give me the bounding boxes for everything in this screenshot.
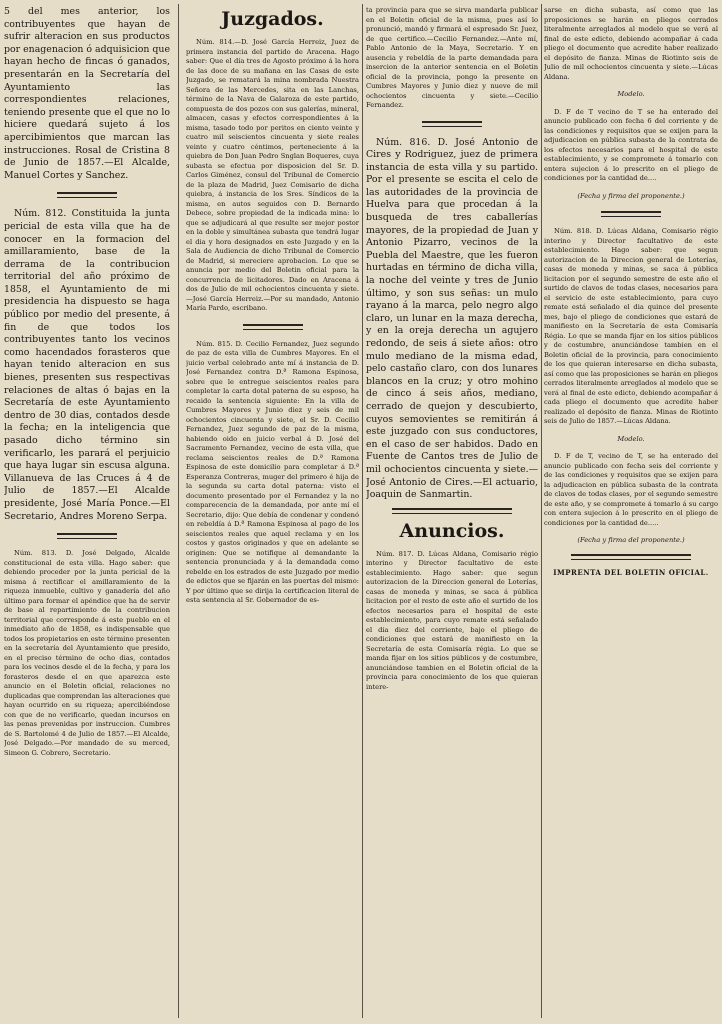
modelo-heading: Modelo. [617,434,645,443]
notice-815-continuation: ta provincia para que se sirva mandarla publicar en el Boletin oficial de la misma, pues así lo pronunció, mandó y firmará el espresado Sr. Juez, de que certifico.—Cecilio Fernandez.—Ante mí, Pablo Antonio de la Maya, Secretario. Y en ausencia y rebeldía de la parte demandada para insercion de la anterior sentencia en el Boletin oficial de la provincia, pongo la presente en Cumbres Mayores y Junio diez y nueve de mil ochocientos cincuenta y siete.—Cecilio Fernandez. [366,6,538,109]
separator [601,211,661,217]
column-3 [366,6,538,1018]
modelo-text: D. F de T, vecino de T, se ha enterado del anuncio publicado con fecha seis del corriente y de las condiciones y requisitos que se exijen para la adjudicacion en pública subasta de la contrata de clavos de todas clases, por el segundo semestre de este año, y se compromete á tomarlo á su cargo con entera sujecion á lo prescrito en el pliego de condiciones por la cantidad de..... [544,452,718,527]
notice-818: Núm. 818. D. Lúcas Aldana, Comisario régio interino y Director facultativo de este establecimiento. Hago saber: que segun autorizacion de la Direccion general de Loterías, casas de moneda y minas, se saca á pública licitacion por el segundo semestre de este año el surtido de clavos de todas clases, necesarios para el servicio de este establecimiento, para cuyo remate está señalado el dia quince del presente mes, bajo el pliego de condiciones que estará de manifiesto en la Secretaría de esta Comisaría Régia. Lo que se manda fijar en los sitios públicos y de costumbre, anunciándose tambien en el Boletin oficial de la provincia, para conocimiento de los que quieran interesarse en dicha subasta, así como que las proposiciones se harán en pliegos cerrados literalmente arreglados al modelo que se verá al final de este edicto, debiendo acompañar á cada pliego el documento que acredite haber realizado el depósito de fianza. Minas de Riotinto seis de Julio de 1857.—Lúcas Aldana. [544,227,718,425]
column-rule [362,4,363,1018]
notice-812: Núm. 812. Constituida la junta pericial de esta villa que ha de conocer en la formacion del amillaramiento, base de la derrama de la contribucion territorial del año próximo de 1858, el Ayuntamiento de mi presidencia ha dispuesto se haga público por medio del presente, á fin de que todos los contribuyentes tanto los vecinos como hacendados forasteros que hayan tenido alteracion en sus bienes, presenten sus respectivas relaciones de altas ó bajas en la Secretaría de este Ayuntamiento dentro de 30 dias, contados desde la fecha; en la inteligencia que pasado dicho término sin verificarlo, les parará el perjuicio que haya lugar sin escusa alguna. Villanueva de las Cruces á 4 de Julio de 1857.—El Alcalde presidente, José María Ponce.—El Secretario, Andres Moreno Serpa. [4,208,170,522]
separator [57,533,117,539]
notice-813: Núm. 813. D. José Delgado, Alcalde constitucional de esta villa. Hago saber: que debiendo proceder por la junta pericial de la misma á rectificar el amillaramiento de la riqueza inmueble, cultivo y ganadería del año último para formar el apéndice que ha de servir de base al repartimiento de la contribucion territorial que corresponde á este pueblo en el inmediato año de 1858, es indispensable que todos los propietarios en este término presenten en la secretaría del Ayuntamiento que presido, en el preciso término de ocho dias, contados para los vecinos desde el de la fecha, y para los forasteros desde el en que aparezca este anuncio en el Boletin oficial, relaciones no duplicadas que comprendan las alteraciones que hayan ocurrido en su riqueza; apercibiéndose con que de no verificarlo, quedan incursos en las penas prevenidas por instruccion. Cumbres de S. Bartolomé 4 de Julio de 1857.—El Alcalde, José Delgado.—Por mandado de su merced, Simeon G. Cobrero, Secretario. [4,549,170,757]
column-2 [186,6,359,1018]
printer-footer: IMPRENTA DEL BOLETIN OFICIAL. [553,567,709,577]
modelo-heading: Modelo. [617,90,645,98]
separator [571,554,691,560]
section-heading-juzgados: Juzgados. [221,8,324,30]
notice-continuation: 5 del mes anterior, los contribuyentes que hayan de sufrir alteracion en sus productos por enagenacion ó adquisicion que hayan hecho de fincas ó ganados, presentarán en la Secretaría del Ayuntamiento las correspondientes relaciones, teniendo presente que el que no lo hiciere quedará sujeto á los apercibimientos que marcan las instrucciones. Rosal de Cristina 8 de Junio de 1857.—El Alcalde, Manuel Cortes y Sanchez. [4,6,170,181]
column-4 [544,6,718,1018]
separator [57,192,117,198]
signature-line: (Fecha y firma del proponente.) [577,536,685,544]
separator [422,121,482,127]
notice-817-continuation: sarse en dicha subasta, así como que las proposiciones se harán en pliegos cerrados literalmente arreglados al modelo que se verá al final de este edicto, debiendo acompañar á cada pliego el documento que acredite haber realizado el depósito de fianza. Minas de Riotinto seis de Julio de mil ochocientos cincuenta y siete.—Lúcas Aldana. [544,6,718,81]
column-rule [541,4,542,1018]
notice-817: Núm. 817. D. Lúcas Aldana, Comisario régio interino y Director facultativo de este establecimiento. Hago saber: que segun autorizacion de la Direccion general de Loterías, casas de moneda y minas, se saca á pública licitacion por el resto de este año el surtido de los efectos necesarios para el hospital de este establecimiento, para cuyo remate está señalado el dia diez del corriente, bajo el pliego de condiciones que estará de manifiesto en la Secretaría de esta Comisaría régia. Lo que se manda fijar en los sitios públicos y de costumbre, anunciándose tambien en el Boletin oficial de la provincia para conocimiento de los que quieran intere- [366,549,538,691]
separator [392,508,512,514]
column-1 [4,6,170,1018]
column-rule [178,4,179,1018]
signature-line: (Fecha y firma del proponente.) [577,191,685,200]
modelo-text: D. F de T vecino de T se ha enterado del anuncio publicado con fecha 6 del corriente y de las condiciones y requisitos que se exijen para la adjudicacion en pública subasta de la contrata de los efectos necesarios para el hospital de este establecimiento, y se compromete á tomarlo con entera sujecion á lo prescrito en el pliego de condiciones por la cantidad de.... [544,107,718,182]
separator [243,324,303,330]
notice-816: Núm. 816. D. José Antonio de Cires y Rodriguez, juez de primera instancia de esta villa y su partido. Por el presente se escita el celo de las autoridades de la provincia de Huelva para que procedan á la busqueda de tres caballerías mayores, de la propiedad de Juan y Antonio Pizarro, vecinos de la Puebla del Maestre, que les fueron hurtadas en término de dicha villa, la noche del veinte y tres de Junio último, y son sus señas: un mulo rayano á la marca, pelo negro algo claro, un lunar en la maza derecha, y en la oreja derecha un agujero redondo, de seis á siete años: otro mulo mediano de la misma edad, pelo castaño claro, con dos lunares blancos en la cruz; y otro mohino de cinco á seis años, mediano, cerrado de quejon y descubierto, cuyos semovientes se remitirán á este juzgado con sus conductores, en el caso de ser habidos. Dado en Fuente de Cantos tres de Julio de mil ochocientos cincuenta y siete.—José Antonio de Cires.—El actuario, Joaquin de Sanmartin. [366,136,538,501]
section-heading-anuncios: Anuncios. [399,519,505,542]
notice-814: Núm. 814.—D. José García Herreiz, Juez de primera instancia del partido de Aracena. Hago saber: Que el día tres de Agosto próximo á la hora de las doce de su mañana en las Casas de este Juzgado, se rematará la mina nombrada Nuestra Señora de las Mercedes, sita en las Lanchas, término de la Nava de Galaroza de este partido, compuesta de dos pozos con sus galerías, mineral, almacen, casas y efectos correspondientes á la misma, tasado todo por peritos en ciento veinte y cuatro mil seiscientos cincuenta y siete reales veinte y cuatro céntimos, perteneciente á la quiebra de Don Juan Pedro Snglan Boqueres, cuya subasta se efectua por disposicion del Sr. D. Carlos Giménez, consul del Tribunal de Comercio de la plaza de Madrid, Juez Comisario de dicha quiebra, á instancia de los Sres. Síndicos de la misma, en autos seguidos con D. Bernardo Debece, sobre propiedad de la indicada mina: lo que se adjudicará al que resulte ser mejor postor en la doble y simultánea subasta que tendrá lugar el dia y hora designados en este Juzgado y en la Sala de Audiencia de dicho Tribunal de Comercio de Madrid, si mereciere aprobacion. Lo que se anuncia por medio del Boletin oficial para la concurrencia de licitadores. Dado en Aracena á dos de Julio de mil ochocientos cincuenta y siete.—José García Herreiz.—Por su mandado, Antonio María Pardo, escribano. [186,38,359,312]
notice-815: Núm. 815. D. Cecilio Fernandez, Juez segundo de paz de esta villa de Cumbres Mayores. En el juicio verbal celebrado ante mí á instancia de D. José Fernandez contra D.ª Ramona Espinosa, sobre que le entregue seiscientos reales para completar la carta dotal paterna de su esposo, ha recaido la sentencia siguiente: En la villa de Cumbres Mayores y Junio diez y seis de mil ochocientos cincuenta y siete, el Sr. D. Cecilio Fernandez, Juez segundo de paz de la misma, habiendo oido en juicio verbal á D. José del Sacramento Fernandez, vecino de esta villa, que reclama seiscientos reales de D.ª Ramona Espinosa de este domicilio para completar á D.ª Esperanza Contreras, muger del primero é hija de la segunda su carta dotal paterna: visto el documento presentado por el Fernandez y la no comparecencia de la demandada, por ante mí el Secretario, dijo: Que debía de condenar y condenó en rebeldía á D.ª Ramona Espinosa al pago de los seiscientos reales que aquel reclama y en los costos y gastos originados y que en adelante se originen: Que se notifique al demandante la sentencia pronunciada y á la demandada como rebelde en los estrados de este Juzgado por medio de edictos que se fijarán en las puertas del mismo: Y por último que se dirija la certificacion literal de esta sentencia al Sr. Gobernador de es- [186,339,359,604]
